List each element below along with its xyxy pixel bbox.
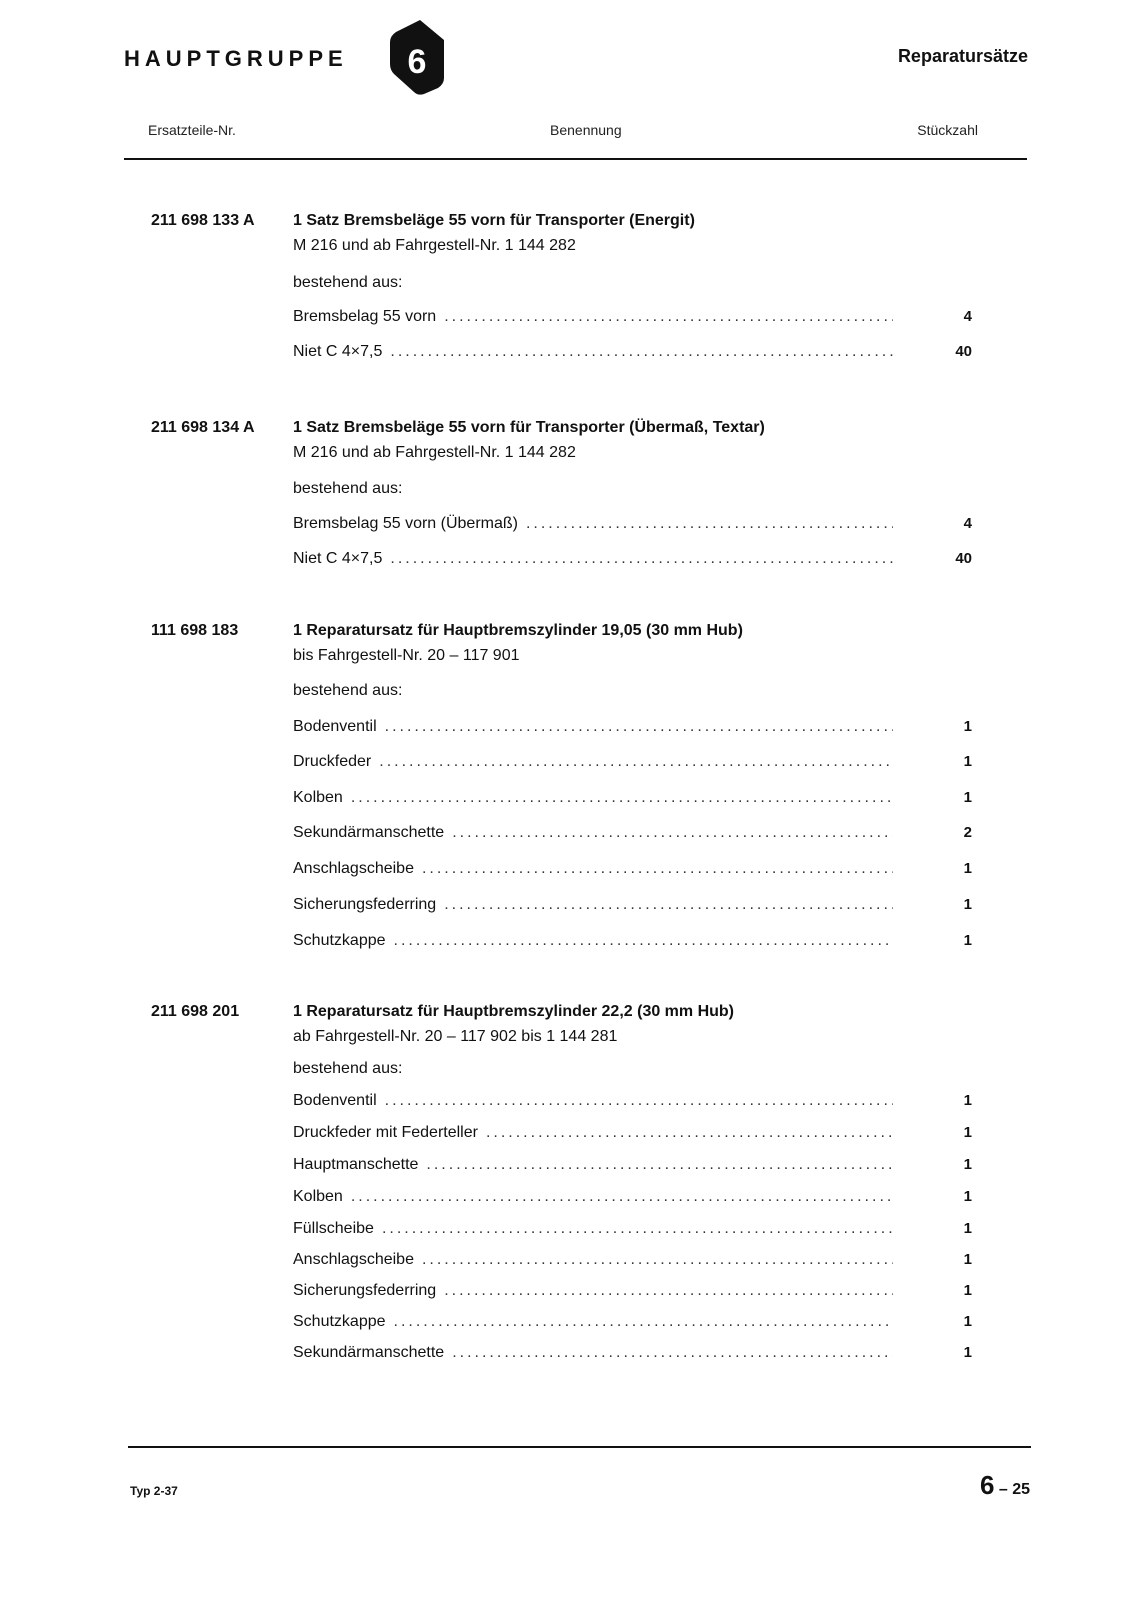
leader-dots	[385, 1092, 893, 1110]
list-item	[293, 1282, 893, 1304]
page-number-group: 6	[979, 1470, 995, 1500]
item-quantity: 4	[963, 308, 972, 325]
group-number: 6	[407, 43, 427, 81]
item-name: Anschlagscheibe	[293, 860, 414, 877]
group-badge-icon	[390, 18, 446, 96]
leader-dots	[486, 1124, 893, 1142]
item-name: Niet C 4×7,5	[293, 550, 383, 567]
item-quantity: 1	[963, 860, 972, 877]
list-item	[293, 1344, 893, 1366]
leader-dots	[444, 896, 893, 914]
set-title: 1 Reparatursatz für Hauptbremszylinder 19,05 (30 mm Hub)	[293, 622, 743, 639]
list-item	[293, 515, 893, 537]
consists-of-label: bestehend aus:	[293, 480, 403, 497]
list-item	[293, 789, 893, 811]
item-quantity: 40	[955, 343, 972, 360]
list-item	[293, 824, 893, 846]
item-quantity: 1	[963, 1313, 972, 1330]
item-quantity: 1	[963, 1156, 972, 1173]
item-name: Kolben	[293, 789, 343, 806]
item-name: Bodenventil	[293, 1092, 377, 1109]
item-quantity: 1	[963, 1282, 972, 1299]
item-name: Bremsbelag 55 vorn (Übermaß)	[293, 515, 518, 532]
list-item	[293, 1156, 893, 1178]
leader-dots	[426, 1156, 893, 1174]
list-item	[293, 308, 893, 330]
leader-dots	[394, 932, 893, 950]
leader-dots	[394, 1313, 893, 1331]
item-quantity: 1	[963, 1092, 972, 1109]
column-header-part-no: Ersatzteile-Nr.	[148, 122, 236, 138]
list-item	[293, 1313, 893, 1335]
consists-of-label: bestehend aus:	[293, 274, 403, 291]
leader-dots	[422, 1251, 893, 1269]
set-title: 1 Satz Bremsbeläge 55 vorn für Transporter (Energit)	[293, 212, 695, 229]
list-item	[293, 1220, 893, 1242]
leader-dots	[390, 550, 893, 568]
set-subtitle: ab Fahrgestell-Nr. 20 – 117 902 bis 1 144 281	[293, 1028, 618, 1045]
leader-dots	[351, 1188, 893, 1206]
list-item	[293, 1251, 893, 1273]
list-item	[293, 343, 893, 365]
item-name: Bremsbelag 55 vorn	[293, 308, 437, 325]
item-quantity: 1	[963, 1344, 972, 1361]
item-name: Schutzkappe	[293, 1313, 386, 1330]
item-name: Anschlagscheibe	[293, 1251, 414, 1268]
set-subtitle: M 216 und ab Fahrgestell-Nr. 1 144 282	[293, 237, 576, 254]
set-part-number: 111 698 183	[151, 622, 239, 639]
list-item	[293, 718, 893, 740]
item-quantity: 1	[963, 718, 972, 735]
footer-divider	[128, 1446, 1031, 1448]
item-quantity: 1	[963, 1220, 972, 1237]
consists-of-label: bestehend aus:	[293, 1060, 403, 1077]
item-name: Sicherungsfederring	[293, 1282, 437, 1299]
leader-dots	[390, 343, 893, 361]
item-name: Schutzkappe	[293, 932, 386, 949]
column-header-quantity: Stückzahl	[917, 122, 978, 138]
list-item	[293, 550, 893, 572]
list-item	[293, 1092, 893, 1114]
set-part-number: 211 698 133 A	[151, 212, 255, 229]
item-name: Sicherungsfederring	[293, 896, 437, 913]
leader-dots	[444, 308, 893, 326]
item-name: Sekundärmanschette	[293, 1344, 445, 1361]
item-quantity: 2	[963, 824, 972, 841]
vehicle-type: Typ 2-37	[130, 1484, 178, 1498]
leader-dots	[382, 1220, 893, 1238]
page-number-sub: – 25	[998, 1481, 1030, 1498]
leader-dots	[452, 1344, 893, 1362]
item-quantity: 1	[963, 753, 972, 770]
item-name: Druckfeder	[293, 753, 372, 770]
item-name: Kolben	[293, 1188, 343, 1205]
item-quantity: 1	[963, 1188, 972, 1205]
leader-dots	[452, 824, 893, 842]
item-name: Füllscheibe	[293, 1220, 374, 1237]
set-part-number: 211 698 201	[151, 1003, 240, 1020]
item-quantity: 1	[963, 789, 972, 806]
leader-dots	[444, 1282, 893, 1300]
set-subtitle: bis Fahrgestell-Nr. 20 – 117 901	[293, 647, 520, 664]
item-quantity: 1	[963, 932, 972, 949]
list-item	[293, 1188, 893, 1210]
group-label: HAUPTGRUPPE	[124, 46, 348, 71]
set-subtitle: M 216 und ab Fahrgestell-Nr. 1 144 282	[293, 444, 576, 461]
leader-dots	[385, 718, 893, 736]
list-item	[293, 860, 893, 882]
column-header-name: Benennung	[550, 122, 622, 138]
list-item	[293, 932, 893, 954]
group-number-badge	[390, 18, 446, 96]
item-quantity: 40	[955, 550, 972, 567]
set-title: 1 Reparatursatz für Hauptbremszylinder 22,2 (30 mm Hub)	[293, 1003, 735, 1020]
set-title: 1 Satz Bremsbeläge 55 vorn für Transporter (Übermaß, Textar)	[293, 419, 765, 436]
header-divider	[124, 158, 1027, 160]
item-name: Niet C 4×7,5	[293, 343, 383, 360]
item-quantity: 4	[963, 515, 972, 532]
list-item	[293, 896, 893, 918]
item-name: Hauptmanschette	[293, 1156, 419, 1173]
page-number	[980, 1470, 1030, 1501]
set-part-number: 211 698 134 A	[151, 419, 255, 436]
leader-dots	[422, 860, 893, 878]
leader-dots	[379, 753, 893, 771]
leader-dots	[526, 515, 893, 533]
item-quantity: 1	[963, 1124, 972, 1141]
leader-dots	[351, 789, 893, 807]
section-title: Reparatursätze	[897, 46, 1028, 66]
list-item	[293, 753, 893, 775]
item-name: Sekundärmanschette	[293, 824, 445, 841]
item-quantity: 1	[963, 1251, 972, 1268]
item-name: Bodenventil	[293, 718, 377, 735]
list-item	[293, 1124, 893, 1146]
item-quantity: 1	[963, 896, 972, 913]
consists-of-label: bestehend aus:	[293, 682, 403, 699]
item-name: Druckfeder mit Federteller	[293, 1124, 478, 1141]
